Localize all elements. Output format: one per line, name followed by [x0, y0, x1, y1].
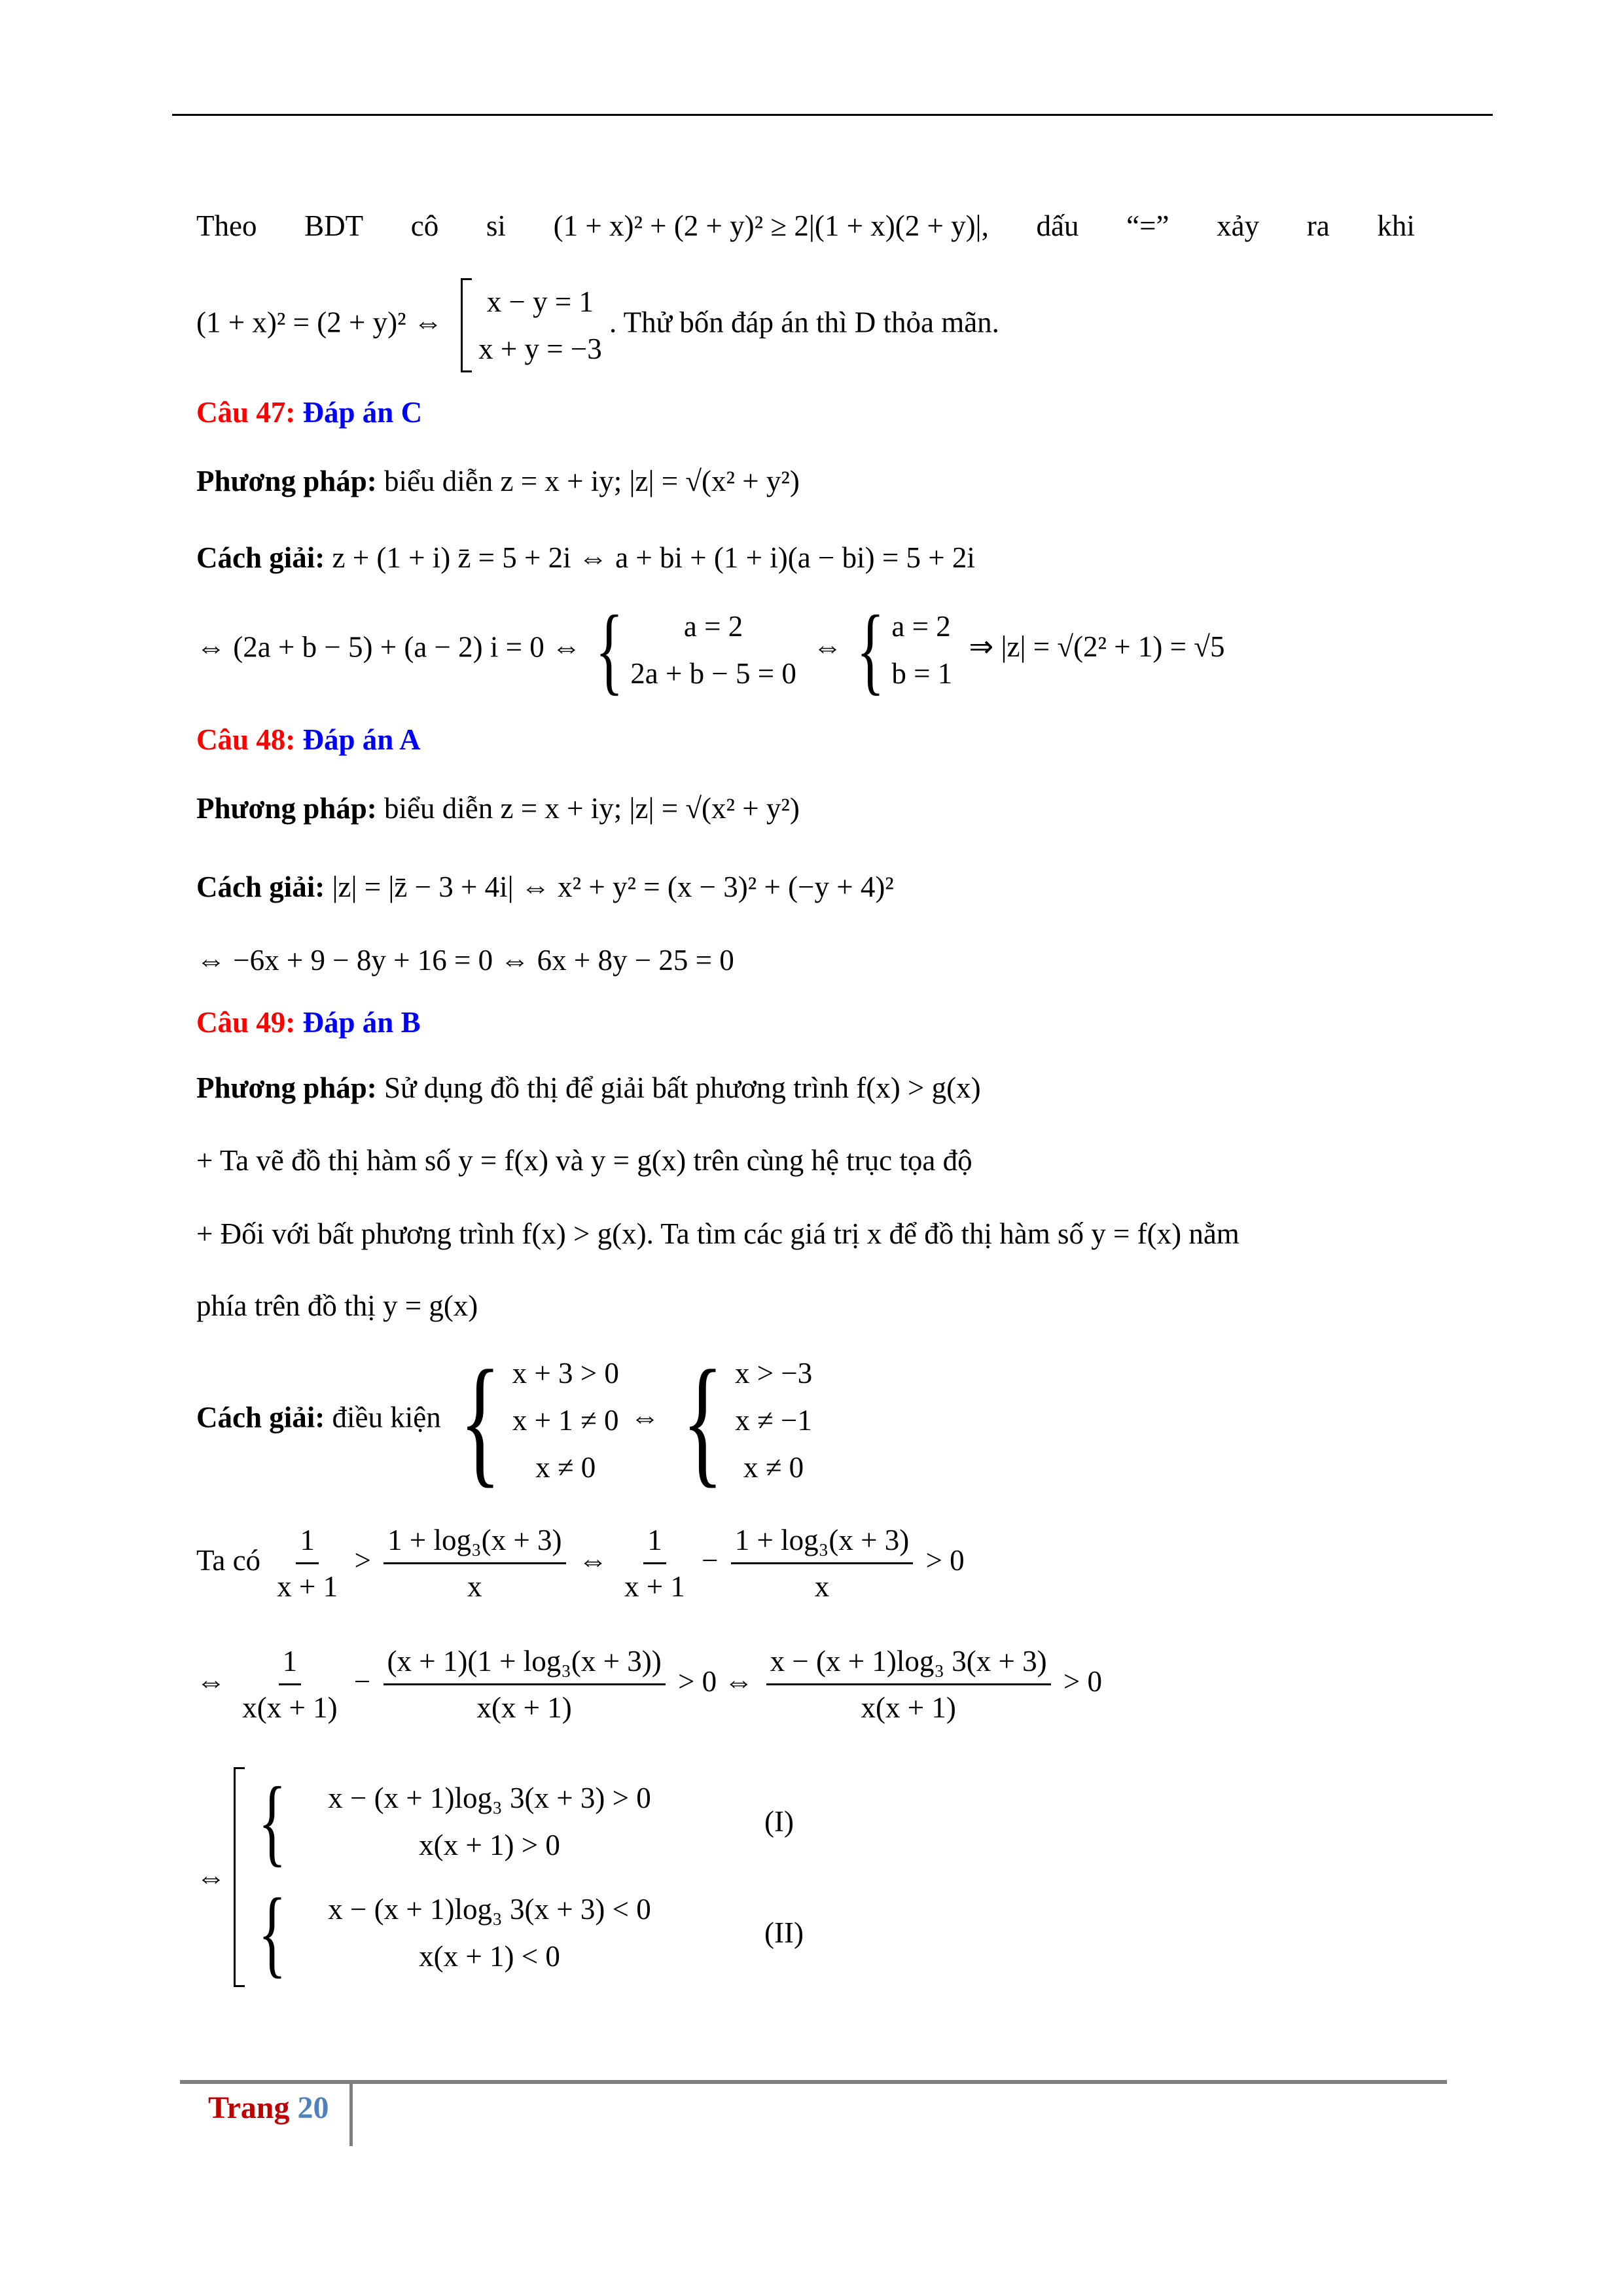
- brace-system-result: [671, 1340, 813, 1500]
- text: biểu diễn: [384, 465, 493, 497]
- text: biểu diễn: [384, 792, 493, 825]
- solution-label: Cách giải:: [196, 870, 325, 903]
- operator: > 0: [1063, 1664, 1103, 1698]
- row: x(x + 1) < 0: [419, 1940, 560, 1973]
- left-brace: {: [682, 1340, 724, 1500]
- text: + Đối với bất phương trình f(x) > g(x). Ta tìm các giá trị x để đồ thị hàm số y = f(x) nằm: [196, 1217, 1240, 1250]
- brace-system-2: [849, 596, 953, 704]
- denominator: x(x + 1): [861, 1691, 956, 1724]
- q48-heading: [196, 720, 421, 759]
- row: x + 1 ≠ 0: [512, 1404, 619, 1437]
- text: + Ta vẽ đồ thị hàm số y = f(x) và y = g(x) trên cùng hệ trục tọa độ: [196, 1144, 972, 1177]
- numerator: 1: [643, 1522, 666, 1564]
- row: x ≠ 0: [743, 1451, 804, 1484]
- question-label: Câu 47:: [196, 396, 296, 429]
- q47-line3: [196, 596, 1225, 704]
- row: x + 3 > 0: [512, 1357, 619, 1390]
- brace-system-1: [588, 596, 796, 704]
- q49-method: [196, 1068, 981, 1107]
- text: dấu: [1036, 209, 1079, 242]
- numerator: 1: [296, 1522, 319, 1564]
- row: x > −3: [734, 1357, 813, 1390]
- left-brace: {: [459, 1340, 501, 1500]
- method-label: Phương pháp:: [196, 792, 377, 825]
- equation: ⇒ |z| = √(2² + 1) = √5: [969, 630, 1225, 664]
- equivalence: ⇔: [813, 630, 843, 664]
- bracket: [234, 1767, 245, 1987]
- text: . Thử bốn đáp án thì D thỏa mãn.: [609, 306, 999, 339]
- fraction: [383, 1522, 565, 1605]
- q48-line3: [196, 941, 734, 980]
- operator: ⇔: [578, 1543, 608, 1577]
- system-rows: [293, 1886, 686, 1980]
- inequality: (1 + x)² + (2 + y)² ≥ 2|(1 + x)(2 + y)|,: [553, 209, 989, 242]
- numerator: 1 + log₃(x + 3): [383, 1522, 565, 1564]
- fraction: [731, 1522, 913, 1605]
- denominator: x(x + 1): [242, 1691, 338, 1724]
- header-rule: [172, 114, 1493, 116]
- text: “=”: [1126, 209, 1169, 242]
- fraction: [766, 1643, 1051, 1726]
- question-label: Câu 49:: [196, 1006, 296, 1039]
- system-II: [251, 1878, 804, 1987]
- page-footer: [208, 2090, 329, 2126]
- case-2: x + y = −3: [478, 332, 602, 365]
- system-tag: (I): [764, 1805, 794, 1838]
- system-rows: [630, 603, 796, 697]
- operator: > 0 ⇔: [678, 1664, 754, 1698]
- footer-label: Trang: [208, 2090, 290, 2125]
- brace-system-cond: [448, 1340, 619, 1500]
- intro-line-1: [196, 206, 1415, 245]
- text: phía trên đồ thị y = g(x): [196, 1289, 478, 1322]
- row: x − (x + 1)log₃ 3(x + 3) < 0: [328, 1893, 651, 1926]
- q48-method: [196, 789, 800, 828]
- fraction: [620, 1522, 689, 1605]
- q49-line2: [196, 1643, 1102, 1726]
- left-brace: {: [258, 1767, 287, 1876]
- text: cô: [410, 209, 439, 242]
- system-I: [251, 1767, 804, 1876]
- compound-system: [196, 1767, 804, 1987]
- equivalence: ⇔: [630, 1401, 660, 1434]
- numerator: x − (x + 1)log₃ 3(x + 3): [766, 1643, 1051, 1685]
- system-rows: [891, 603, 952, 697]
- row: x − (x + 1)log₃ 3(x + 3) > 0: [328, 1782, 651, 1814]
- solution-label: Cách giải:: [196, 541, 325, 574]
- operator: ⇔: [196, 1664, 226, 1698]
- answer-label: Đáp án B: [302, 1006, 421, 1039]
- q49-taco: [196, 1522, 965, 1605]
- q49-line3: [196, 1767, 804, 1987]
- q49-heading: [196, 1003, 421, 1042]
- denominator: x + 1: [624, 1570, 685, 1603]
- q49-step2b: [196, 1286, 478, 1325]
- method-label: Phương pháp:: [196, 1071, 377, 1104]
- answer-label: Đáp án C: [302, 396, 423, 429]
- text: Sử dụng đồ thị để giải bất phương trình f(x) > g(x): [384, 1071, 981, 1104]
- solution-label: Cách giải:: [196, 1401, 325, 1434]
- row: b = 1: [891, 657, 953, 690]
- footer-rule: [180, 2080, 1447, 2084]
- numerator: 1: [279, 1643, 302, 1685]
- system-rows: [478, 278, 602, 372]
- text: ra: [1306, 209, 1330, 242]
- footer-divider: [349, 2084, 353, 2146]
- page-number: 20: [297, 2090, 329, 2125]
- row: 2a + b − 5 = 0: [630, 657, 796, 690]
- intro-line-2: [196, 278, 999, 372]
- system-rows: [512, 1350, 619, 1491]
- text: khi: [1377, 209, 1415, 242]
- formula: z = x + iy; |z| = √(x² + y²): [500, 792, 800, 825]
- fraction: [273, 1522, 342, 1605]
- operator: ⇔: [196, 1861, 226, 1893]
- equation: ⇔ (2a + b − 5) + (a − 2) i = 0 ⇔: [196, 630, 582, 664]
- denominator: x + 1: [277, 1570, 338, 1603]
- fraction: [383, 1643, 666, 1726]
- denominator: x: [467, 1570, 482, 1603]
- row: a = 2: [891, 610, 951, 643]
- numerator: 1 + log₃(x + 3): [731, 1522, 913, 1564]
- system-rows: [293, 1774, 686, 1869]
- q49-step1: [196, 1141, 972, 1180]
- case-1: x − y = 1: [486, 285, 594, 318]
- question-label: Câu 48:: [196, 723, 296, 756]
- q47-solution: [196, 538, 975, 577]
- denominator: x(x + 1): [476, 1691, 572, 1724]
- text: Ta có: [196, 1543, 261, 1577]
- system-tag: (II): [764, 1916, 804, 1949]
- formula: z = x + iy; |z| = √(x² + y²): [500, 465, 800, 497]
- equation: |z| = |z̄ − 3 + 4i| ⇔ x² + y² = (x − 3)² + (−y + 4)²: [332, 870, 894, 903]
- text: BDT: [304, 209, 364, 242]
- operator: −: [702, 1543, 719, 1577]
- q47-heading: [196, 393, 422, 432]
- row: x(x + 1) > 0: [419, 1829, 560, 1861]
- method-label: Phương pháp:: [196, 465, 377, 497]
- denominator: x: [814, 1570, 830, 1603]
- q48-solution: [196, 867, 894, 906]
- left-brace: {: [258, 1878, 287, 1987]
- left-brace: {: [856, 596, 885, 704]
- text: si: [486, 209, 506, 242]
- equation: (1 + x)² = (2 + y)² ⇔: [196, 306, 443, 339]
- answer-label: Đáp án A: [302, 723, 421, 756]
- system-rows: [735, 1350, 812, 1491]
- text: Theo: [196, 209, 257, 242]
- numerator: (x + 1)(1 + log₃(x + 3)): [383, 1643, 666, 1685]
- equation: z + (1 + i) z̄ = 5 + 2i ⇔ a + bi + (1 + i)(a − bi) = 5 + 2i: [332, 541, 975, 574]
- row: x ≠ 0: [535, 1451, 596, 1484]
- q49-condition: [196, 1340, 813, 1500]
- bracket-system: [461, 278, 602, 372]
- row: x ≠ −1: [735, 1404, 812, 1437]
- fraction: [238, 1643, 341, 1726]
- operator: −: [353, 1664, 371, 1698]
- operator: > 0: [925, 1543, 965, 1577]
- row: a = 2: [683, 610, 743, 643]
- operator: >: [354, 1543, 371, 1577]
- left-brace: {: [595, 596, 624, 704]
- q47-method: [196, 461, 800, 501]
- text: xảy: [1217, 209, 1260, 242]
- text: điều kiện: [332, 1401, 441, 1434]
- sub-systems: [251, 1767, 804, 1987]
- bracket: [461, 278, 472, 372]
- q49-step2a: [196, 1214, 1240, 1253]
- equation: ⇔ −6x + 9 − 8y + 16 = 0 ⇔ 6x + 8y − 25 = 0: [196, 944, 734, 977]
